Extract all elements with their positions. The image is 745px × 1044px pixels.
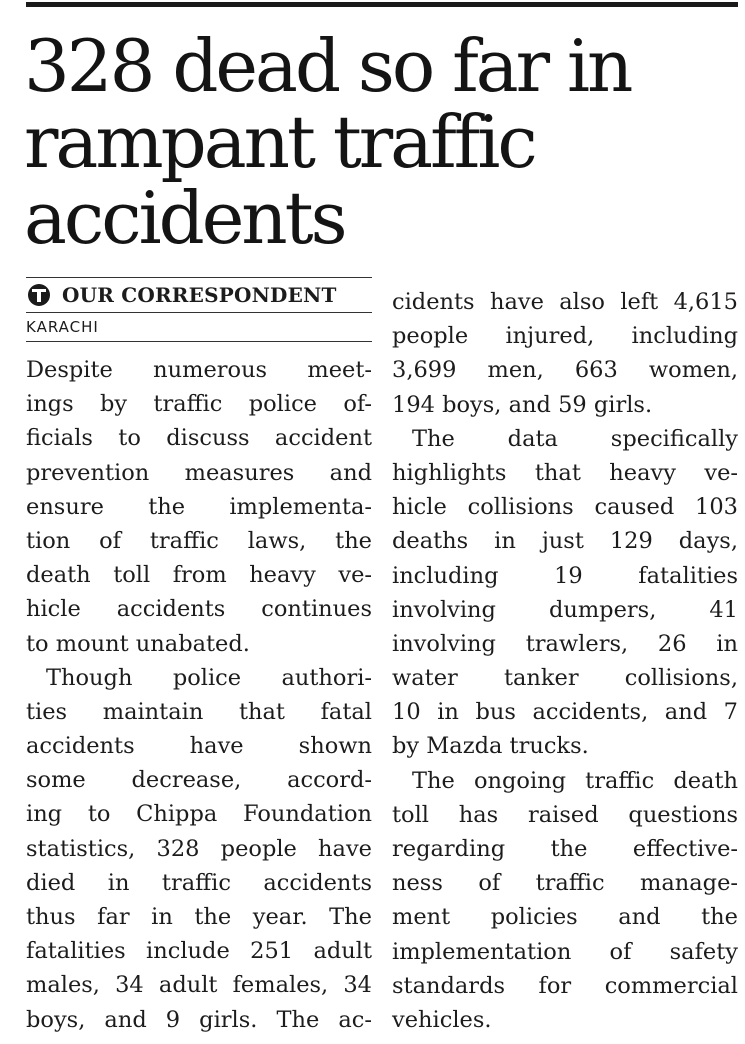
body-line: hicle accidents continues: [26, 596, 372, 623]
byline-bottom-rule: [26, 341, 372, 342]
body-line: standards for commercial: [392, 972, 738, 999]
body-line: by Mazda trucks.: [392, 733, 589, 760]
body-line: death toll from heavy ve-: [26, 562, 372, 589]
body-line: boys, and 9 girls. The ac-: [26, 1006, 372, 1033]
body-line: ing to Chippa Foundation: [26, 801, 372, 828]
headline: [24, 24, 724, 260]
body-line: highlights that heavy ve-: [392, 459, 738, 486]
body-line: ties maintain that fatal: [26, 698, 372, 725]
body-line: deaths in just 129 days,: [392, 528, 738, 555]
body-line: fatalities include 251 adult: [26, 938, 372, 965]
body-line: accidents have shown: [26, 733, 372, 760]
body-line: The ongoing traffic death: [412, 767, 738, 794]
body-line: vehicles.: [392, 1006, 492, 1033]
body-line: died in traffic accidents: [26, 869, 372, 896]
body-line: regarding the effective-: [392, 836, 738, 862]
body-line: thus far in the year. The: [26, 904, 372, 930]
article-column-right: [392, 285, 738, 1037]
body-line: ness of traffic manage-: [392, 870, 738, 897]
body-line: prevention measures and: [26, 459, 372, 486]
body-line: to mount unabated.: [26, 630, 250, 657]
body-line: ficials to discuss accident: [26, 425, 372, 452]
body-line: cidents have also left 4,615: [392, 289, 738, 315]
dateline: KARACHI: [26, 318, 99, 336]
body-line: including 19 fatalities: [392, 562, 738, 589]
body-line: people injured, including: [392, 323, 738, 350]
body-line: ment policies and the: [392, 904, 738, 931]
body-line: involving trawlers, 26 in: [392, 630, 738, 657]
headline-line: 328 dead so far in: [24, 24, 631, 108]
body-line: toll has raised questions: [392, 801, 738, 828]
body-line: 194 boys, and 59 girls.: [392, 391, 653, 418]
t-logo-icon: [28, 284, 50, 306]
top-rule: [26, 2, 738, 7]
body-line: 10 in bus accidents, and 7: [392, 699, 738, 726]
byline-block: [26, 277, 372, 342]
body-line: implementation of safety: [392, 938, 738, 965]
body-line: The data specifically: [412, 425, 738, 452]
headline-line: rampant traffic: [24, 100, 535, 184]
body-line: ensure the implementa-: [26, 493, 372, 520]
body-line: involving dumpers, 41: [392, 596, 738, 623]
body-line: males, 34 adult females, 34: [26, 972, 372, 999]
body-line: tion of traffic laws, the: [26, 527, 372, 554]
body-line: 3,699 men, 663 women,: [392, 357, 738, 384]
headline-line: accidents: [24, 176, 345, 260]
body-line: statistics, 328 people have: [26, 835, 372, 862]
byline-author: OUR CORRESPONDENT: [62, 283, 337, 307]
body-line: water tanker collisions,: [392, 665, 738, 692]
body-line: hicle collisions caused 103: [392, 494, 738, 521]
byline-row: [26, 278, 372, 312]
body-line: Though police authori-: [46, 664, 372, 691]
body-line: ings by traffic police of-: [26, 391, 372, 418]
body-line: Despite numerous meet-: [26, 357, 372, 383]
article-column-left: [26, 353, 372, 1037]
body-line: some decrease, accord-: [26, 767, 372, 794]
